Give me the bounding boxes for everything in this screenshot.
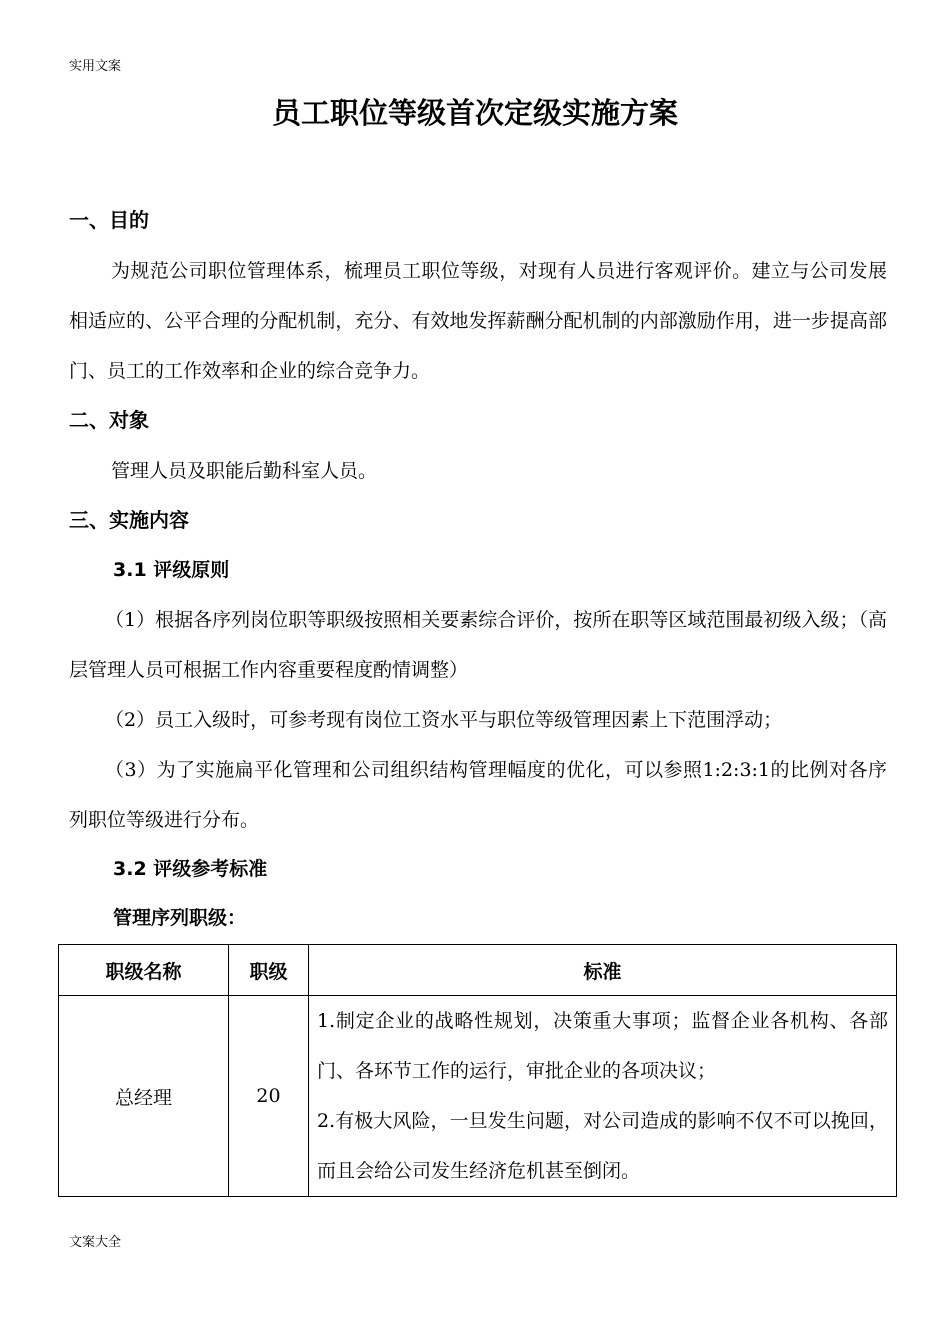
section-heading-purpose: 一、目的: [69, 208, 149, 232]
section-body-purpose: 为规范公司职位管理体系，梳理员工职位等级，对现有人员进行客观评价。建立与公司发展相适应的、公平合理的分配机制，充分、有效地发挥薪酬分配机制的内部激励作用，进一步提高部门、员工的工作效率和企业的综合竞争力。: [69, 260, 887, 382]
cell-criteria: [309, 996, 897, 1197]
criteria-item-1: 1.制定企业的战略性规划，决策重大事项；监督企业各机构、各部门、各环节工作的运行，审批企业的各项决议；: [317, 1010, 888, 1082]
table-header-row: [59, 945, 897, 996]
cell-grade-name: 总经理: [59, 996, 229, 1197]
column-header-grade: 职级: [229, 945, 309, 996]
table-row: [59, 996, 897, 1197]
principle-item-1: （1）根据各序列岗位职等职级按照相关要素综合评价，按所在职等区域范围最初级入级；（高层管理人员可根据工作内容重要程度酌情调整）: [69, 609, 887, 681]
table-caption: 管理序列职级：: [113, 907, 247, 929]
subsection-heading-principles: 3.1 评级原则: [113, 559, 230, 581]
page-footer: 文案大全: [69, 1235, 122, 1250]
grade-standards-table: [58, 944, 897, 1197]
principle-item-2: （2）员工入级时，可参考现有岗位工资水平与职位等级管理因素上下范围浮动；: [105, 709, 783, 731]
column-header-grade-name: 职级名称: [59, 945, 229, 996]
subsection-heading-standards: 3.2 评级参考标准: [113, 858, 268, 880]
principle-item-3: （3）为了实施扁平化管理和公司组织结构管理幅度的优化，可以参照1:2:3:1的比例对各序列职位等级进行分布。: [69, 759, 887, 831]
criteria-item-2: 2.有极大风险，一旦发生问题，对公司造成的影响不仅不可以挽回，而且会给公司发生经济危机甚至倒闭。: [317, 1110, 888, 1182]
column-header-criteria: 标准: [309, 945, 897, 996]
cell-grade: 20: [229, 996, 309, 1197]
section-heading-content: 三、实施内容: [69, 508, 189, 532]
document-title: 员工职位等级首次定级实施方案: [271, 96, 678, 130]
page-header: 实用文案: [69, 59, 122, 74]
section-heading-target: 二、对象: [69, 408, 149, 432]
section-body-target: 管理人员及职能后勤科室人员。: [111, 460, 378, 482]
